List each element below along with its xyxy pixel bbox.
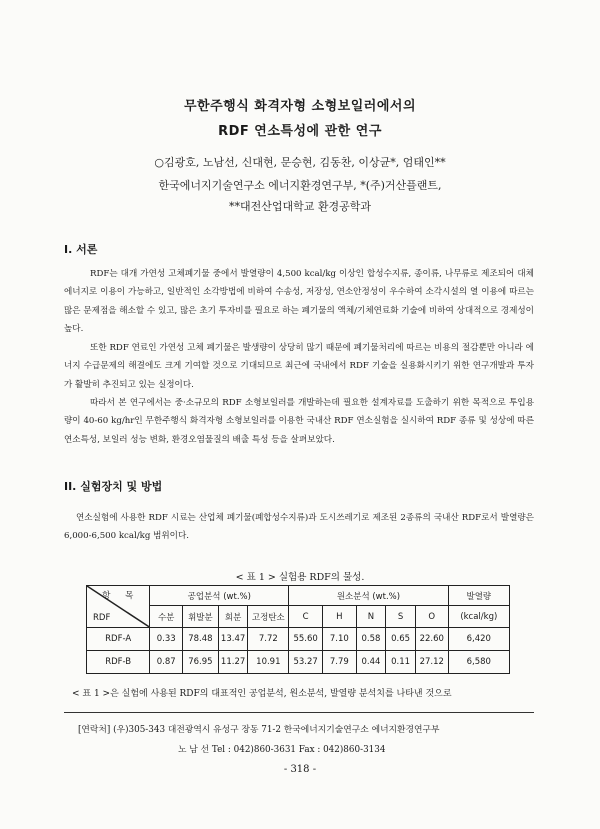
author-list: ○김광호, 노남선, 신대현, 문승현, 김동찬, 이상균*, 엄태인** (154, 156, 446, 169)
heating-value-unit: (kcal/kg) (448, 606, 509, 628)
column-header: C (289, 606, 323, 628)
table-cell: 13.47 (218, 628, 248, 651)
table-cell: 76.95 (183, 651, 219, 674)
table-cell: 0.44 (356, 651, 386, 674)
title-line-2: RDF 연소특성에 관한 연구 (218, 124, 382, 139)
table-cell: 6,420 (448, 628, 509, 651)
column-header: 수분 (150, 606, 183, 628)
heating-value-header: 발열량 (448, 586, 509, 606)
title-line-1: 무한주행식 화격자형 소형보일러에서의 (183, 99, 417, 114)
section-2-paragraph-1: 연소실험에 사용한 RDF 시료는 산업체 폐기물(폐합성수지류)과 도시쓰레기로 제조된 2종류의 국내산 RDF로서 발열량은 6,000-6,500 kcal/kg 범위이다. (64, 513, 534, 542)
table-cell: 22.60 (415, 628, 448, 651)
section-1-paragraph-2: 또한 RDF 연료인 가연성 고체 폐기물은 발생량이 상당히 많기 때문에 폐기물처리에 따르는 비용의 절감뿐만 아니라 에너지 수급문제의 해결에도 크게 기여할 것으로 기대되므로 최근에 국내에서 RDF 기술을 실용화시키기 위한 연구개발과 투자가 활발히 추진되고 있는 실정이다. (64, 343, 534, 390)
table-cell: 7.79 (322, 651, 356, 674)
table-cell: 27.12 (415, 651, 448, 674)
column-header: 휘발분 (183, 606, 219, 628)
column-header: 회분 (218, 606, 248, 628)
section-1-heading: I. 서론 (64, 243, 98, 256)
section-1-paragraph-1: RDF는 대개 가연성 고체폐기물 중에서 발열량이 4,500 kcal/kg 이상인 합성수지류, 종이류, 나무류로 제조되어 대체에너지로 이용이 가능하고, 일반적인 소각방법에 비하여 수송성, 저장성, 연소안정성이 우수하여 소각시설의 열 이용에 따르는 많은 문제점을 해소할 수 있고, 많은 초기 투자비를 필요로 하는 폐기물의 액체/기체연료화 기술에 비하여 상대적으로 경제성이 높다. (64, 269, 534, 335)
table-cell: 78.48 (183, 628, 219, 651)
row-label: RDF-B (87, 651, 150, 674)
table-cell: 10.91 (248, 651, 289, 674)
column-header: N (356, 606, 386, 628)
table-cell: 53.27 (289, 651, 323, 674)
rdf-properties-table (86, 585, 510, 674)
ultimate-analysis-header: 원소분석 (wt.%) (289, 586, 448, 606)
footer-divider (64, 712, 534, 713)
contact-person: 노 남 선 Tel : 042)860-3631 Fax : 042)860-3134 (178, 745, 386, 755)
table-caption: < 표 1 > 실험용 RDF의 물성. (235, 572, 365, 583)
column-header: O (415, 606, 448, 628)
section-2-heading: II. 실험장치 및 방법 (64, 480, 163, 493)
page-number: - 318 - (283, 764, 317, 775)
table-cell: 0.11 (386, 651, 416, 674)
table-cell: 11.27 (218, 651, 248, 674)
corner-bottom-label: RDF (93, 613, 111, 623)
contact-address: [연락처] (우)305-343 대전광역시 유성구 장동 71-2 한국에너지기술연구소 에너지환경연구부 (78, 725, 440, 735)
column-header: S (386, 606, 416, 628)
table-cell: 0.65 (386, 628, 416, 651)
table-cell: 6,580 (448, 651, 509, 674)
table-row (87, 651, 510, 674)
corner-top-label: 항 목 (102, 591, 140, 601)
table-cell: 7.72 (248, 628, 289, 651)
proximate-analysis-header: 공업분석 (wt.%) (150, 586, 289, 606)
table-cell: 0.87 (150, 651, 183, 674)
affiliation-1: 한국에너지기술연구소 에너지환경연구부, *(주)거산플랜트, (158, 179, 442, 192)
table-cell: 7.10 (322, 628, 356, 651)
column-header: H (322, 606, 356, 628)
table-cell: 0.58 (356, 628, 386, 651)
column-header: 고정탄소 (248, 606, 289, 628)
section-1-paragraph-3: 따라서 본 연구에서는 중·소규모의 RDF 소형보일러를 개발하는데 필요한 설계자료를 도출하기 위한 목적으로 투입용량이 40-60 kg/hr인 무한주행식 화격자형 소형보일러를 이용한 국내산 RDF 연소실험을 실시하여 RDF 종류 및 성상에 따른 연소특성, 보일러 성능 변화, 환경오염물질의 배출 특성 등을 살펴보았다. (64, 398, 534, 445)
affiliation-2: **대전산업대학교 환경공학과 (228, 200, 371, 213)
table-row (87, 628, 510, 651)
table-corner-cell (87, 586, 150, 628)
table-note: < 표 1 >은 실험에 사용된 RDF의 대표적인 공업분석, 원소분석, 발열량 분석치를 나타낸 것으로 (72, 689, 452, 699)
row-label: RDF-A (87, 628, 150, 651)
table-cell: 55.60 (289, 628, 323, 651)
table-cell: 0.33 (150, 628, 183, 651)
